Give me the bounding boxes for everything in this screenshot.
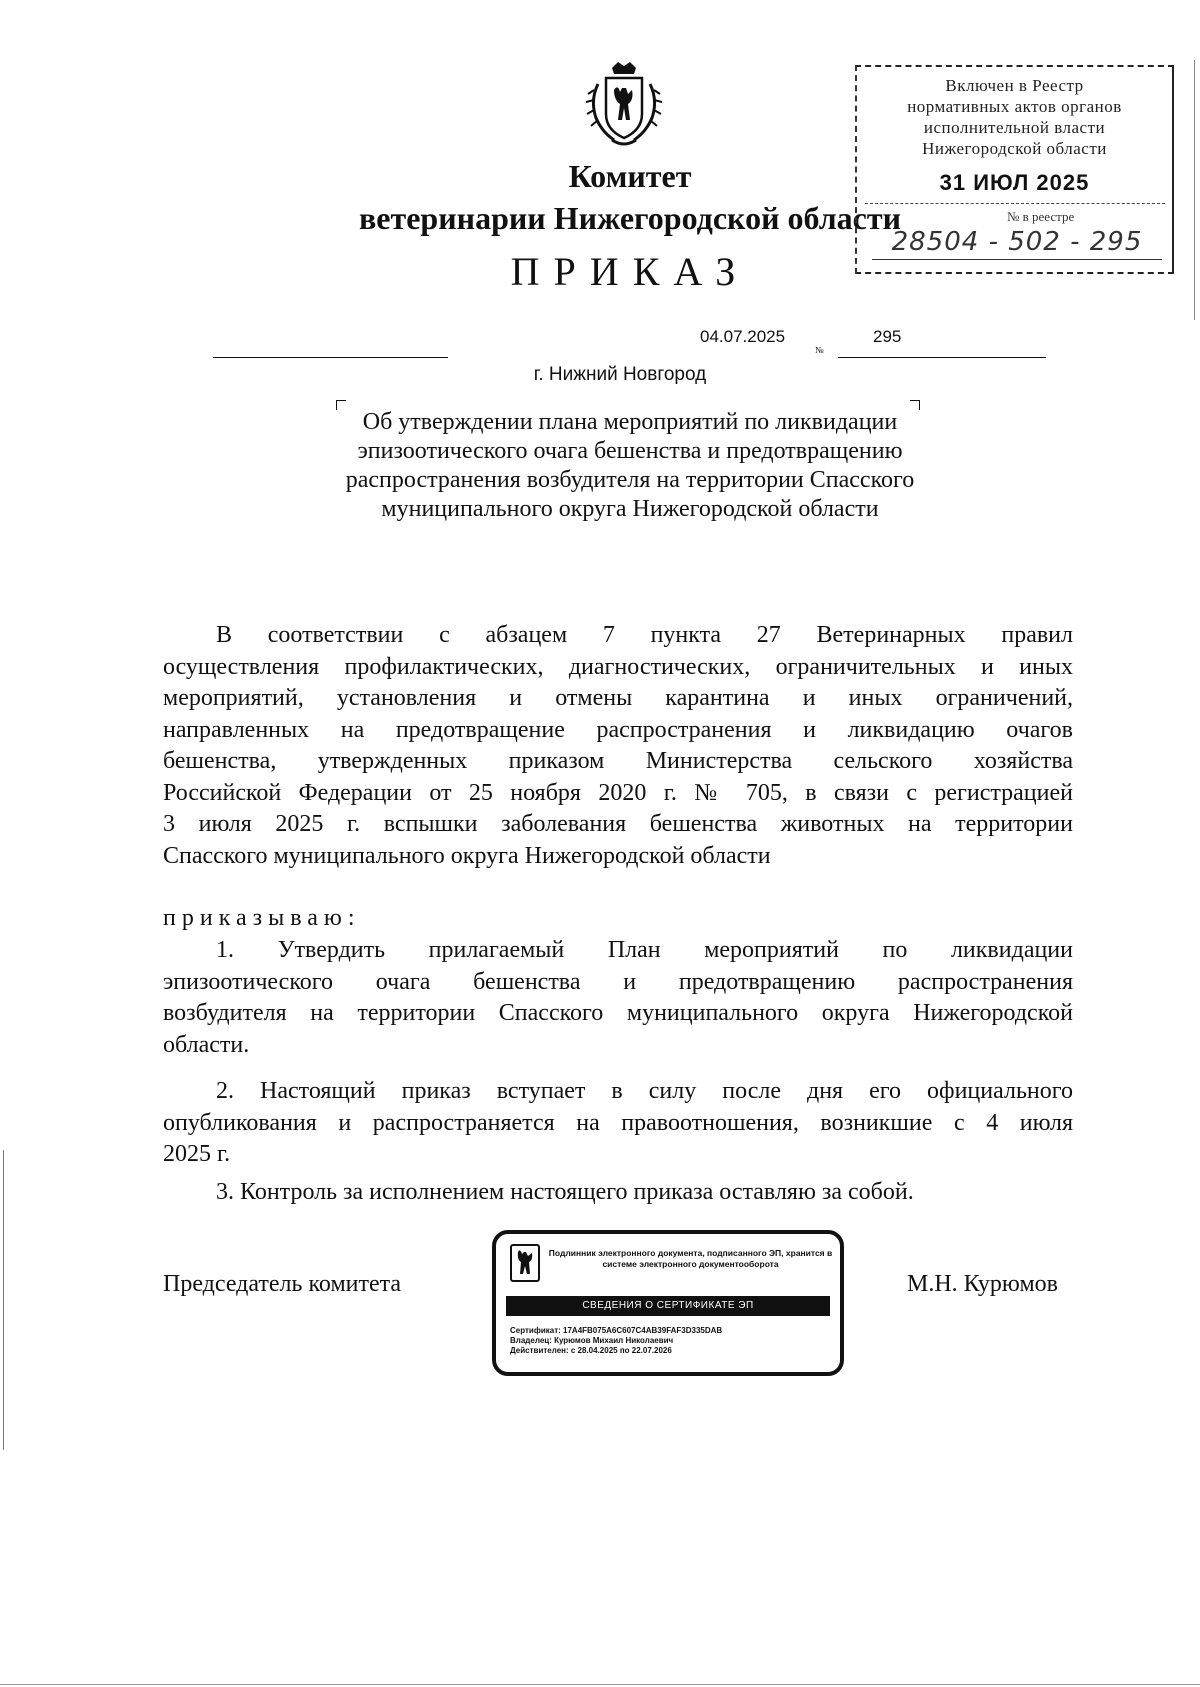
body-line: возбудителя на территории Спасского муниципального округа Нижегородской [163,1000,1073,1026]
order-subject: Об утверждении плана мероприятий по ликвидации эпизоотического очага бешенства и предотвращению распространения возбудителя на территории Спасского муниципального округа Нижегородской области [345,409,915,522]
date-underline [213,357,448,358]
body-line: бешенства, утвержденных приказом Министерства сельского хозяйства [163,748,1073,774]
body-line: мероприятий, установления и отмены карантина и иных ограничений, [163,685,1073,711]
body-line: Спасского муниципального округа Нижегородской области [163,842,771,869]
scan-edge-right [1194,60,1195,320]
number-sign: № [815,345,824,355]
preamble [163,620,1073,872]
registry-stamp-line: Нижегородской области [922,139,1107,158]
registry-number: 28504 - 502 - 295 [891,227,1143,257]
registry-stamp-line: нормативных актов органов [907,97,1122,116]
body-line: опубликования и распространяется на правоотношения, возникшие с 4 июля [163,1109,1073,1136]
body-line: области. [163,1031,250,1058]
body-line: эпизоотического очага бешенства и предотвращению распространения [163,968,1073,995]
body-line: В соответствии с абзацем 7 пункта 27 Ветеринарных правил [216,622,1073,648]
registry-number-label: № в реестре [1007,209,1075,224]
body-line: 2025 г. [163,1141,231,1167]
committee-line-2: ветеринарии Нижегородской области [358,200,902,236]
body-line: 1. Утвердить прилагаемый План мероприятий по ликвидации [216,937,1073,963]
certificate-validity: Действителен: с 28.04.2025 по 22.07.2026 [510,1346,672,1355]
signer-position: Председатель комитета [163,1271,402,1297]
registry-stamp [855,65,1174,274]
body-line: 3 июля 2025 г. вспышки заболевания бешенства животных на территории [163,811,1073,837]
deer-emblem-icon [510,1244,540,1282]
number-underline [838,357,1046,358]
body-line: направленных на предотвращение распространения и ликвидацию очагов [163,716,1073,743]
committee-line-1: Комитет [568,158,692,194]
orders-word: приказываю: [163,905,361,931]
order-item-1 [163,935,1073,1061]
coat-of-arms-icon [584,60,664,150]
registry-stamp-line: Включен в Реестр [945,76,1084,95]
scan-edge-bottom [0,1684,1200,1685]
registry-separator [865,203,1165,204]
order-item-3: 3. Контроль за исполнением настоящего приказа оставляю за собой. [216,1179,914,1205]
e-signature-header: Подлинник электронного документа, подписанного ЭП, хранится в системе электронного документооборота [548,1248,833,1269]
certificate-id: Сертификат: 17A4FB075A6C607C4AB39FAF3D335DAB [510,1326,723,1335]
body-line: 2. Настоящий приказ вступает в силу после дня его официального [216,1078,1073,1104]
order-date: 04.07.2025 [700,327,786,346]
e-signature-stamp [492,1230,844,1376]
document-type: ПРИКАЗ [510,249,750,294]
order-number: 295 [873,327,902,346]
registry-number-underline [872,259,1162,260]
certificate-owner: Владелец: Курюмов Михаил Николаевич [510,1336,674,1345]
body-line: осуществления профилактических, диагностических, ограничительных и иных [163,653,1073,680]
scan-edge-left [3,1150,4,1450]
body-line: Российской Федерации от 25 ноября 2020 г. № 705, в связи с регистрацией [163,779,1073,806]
registry-stamp-line: исполнительной власти [923,118,1106,137]
order-item-2 [163,1076,1073,1171]
registry-date: 31 ИЮЛ 2025 [939,170,1090,195]
e-signature-bar: СВЕДЕНИЯ О СЕРТИФИКАТЕ ЭП [506,1296,830,1316]
e-signature-info [510,1326,722,1356]
signer-name: М.Н. Курюмов [907,1271,1059,1297]
city: г. Нижний Новгород [533,364,707,385]
